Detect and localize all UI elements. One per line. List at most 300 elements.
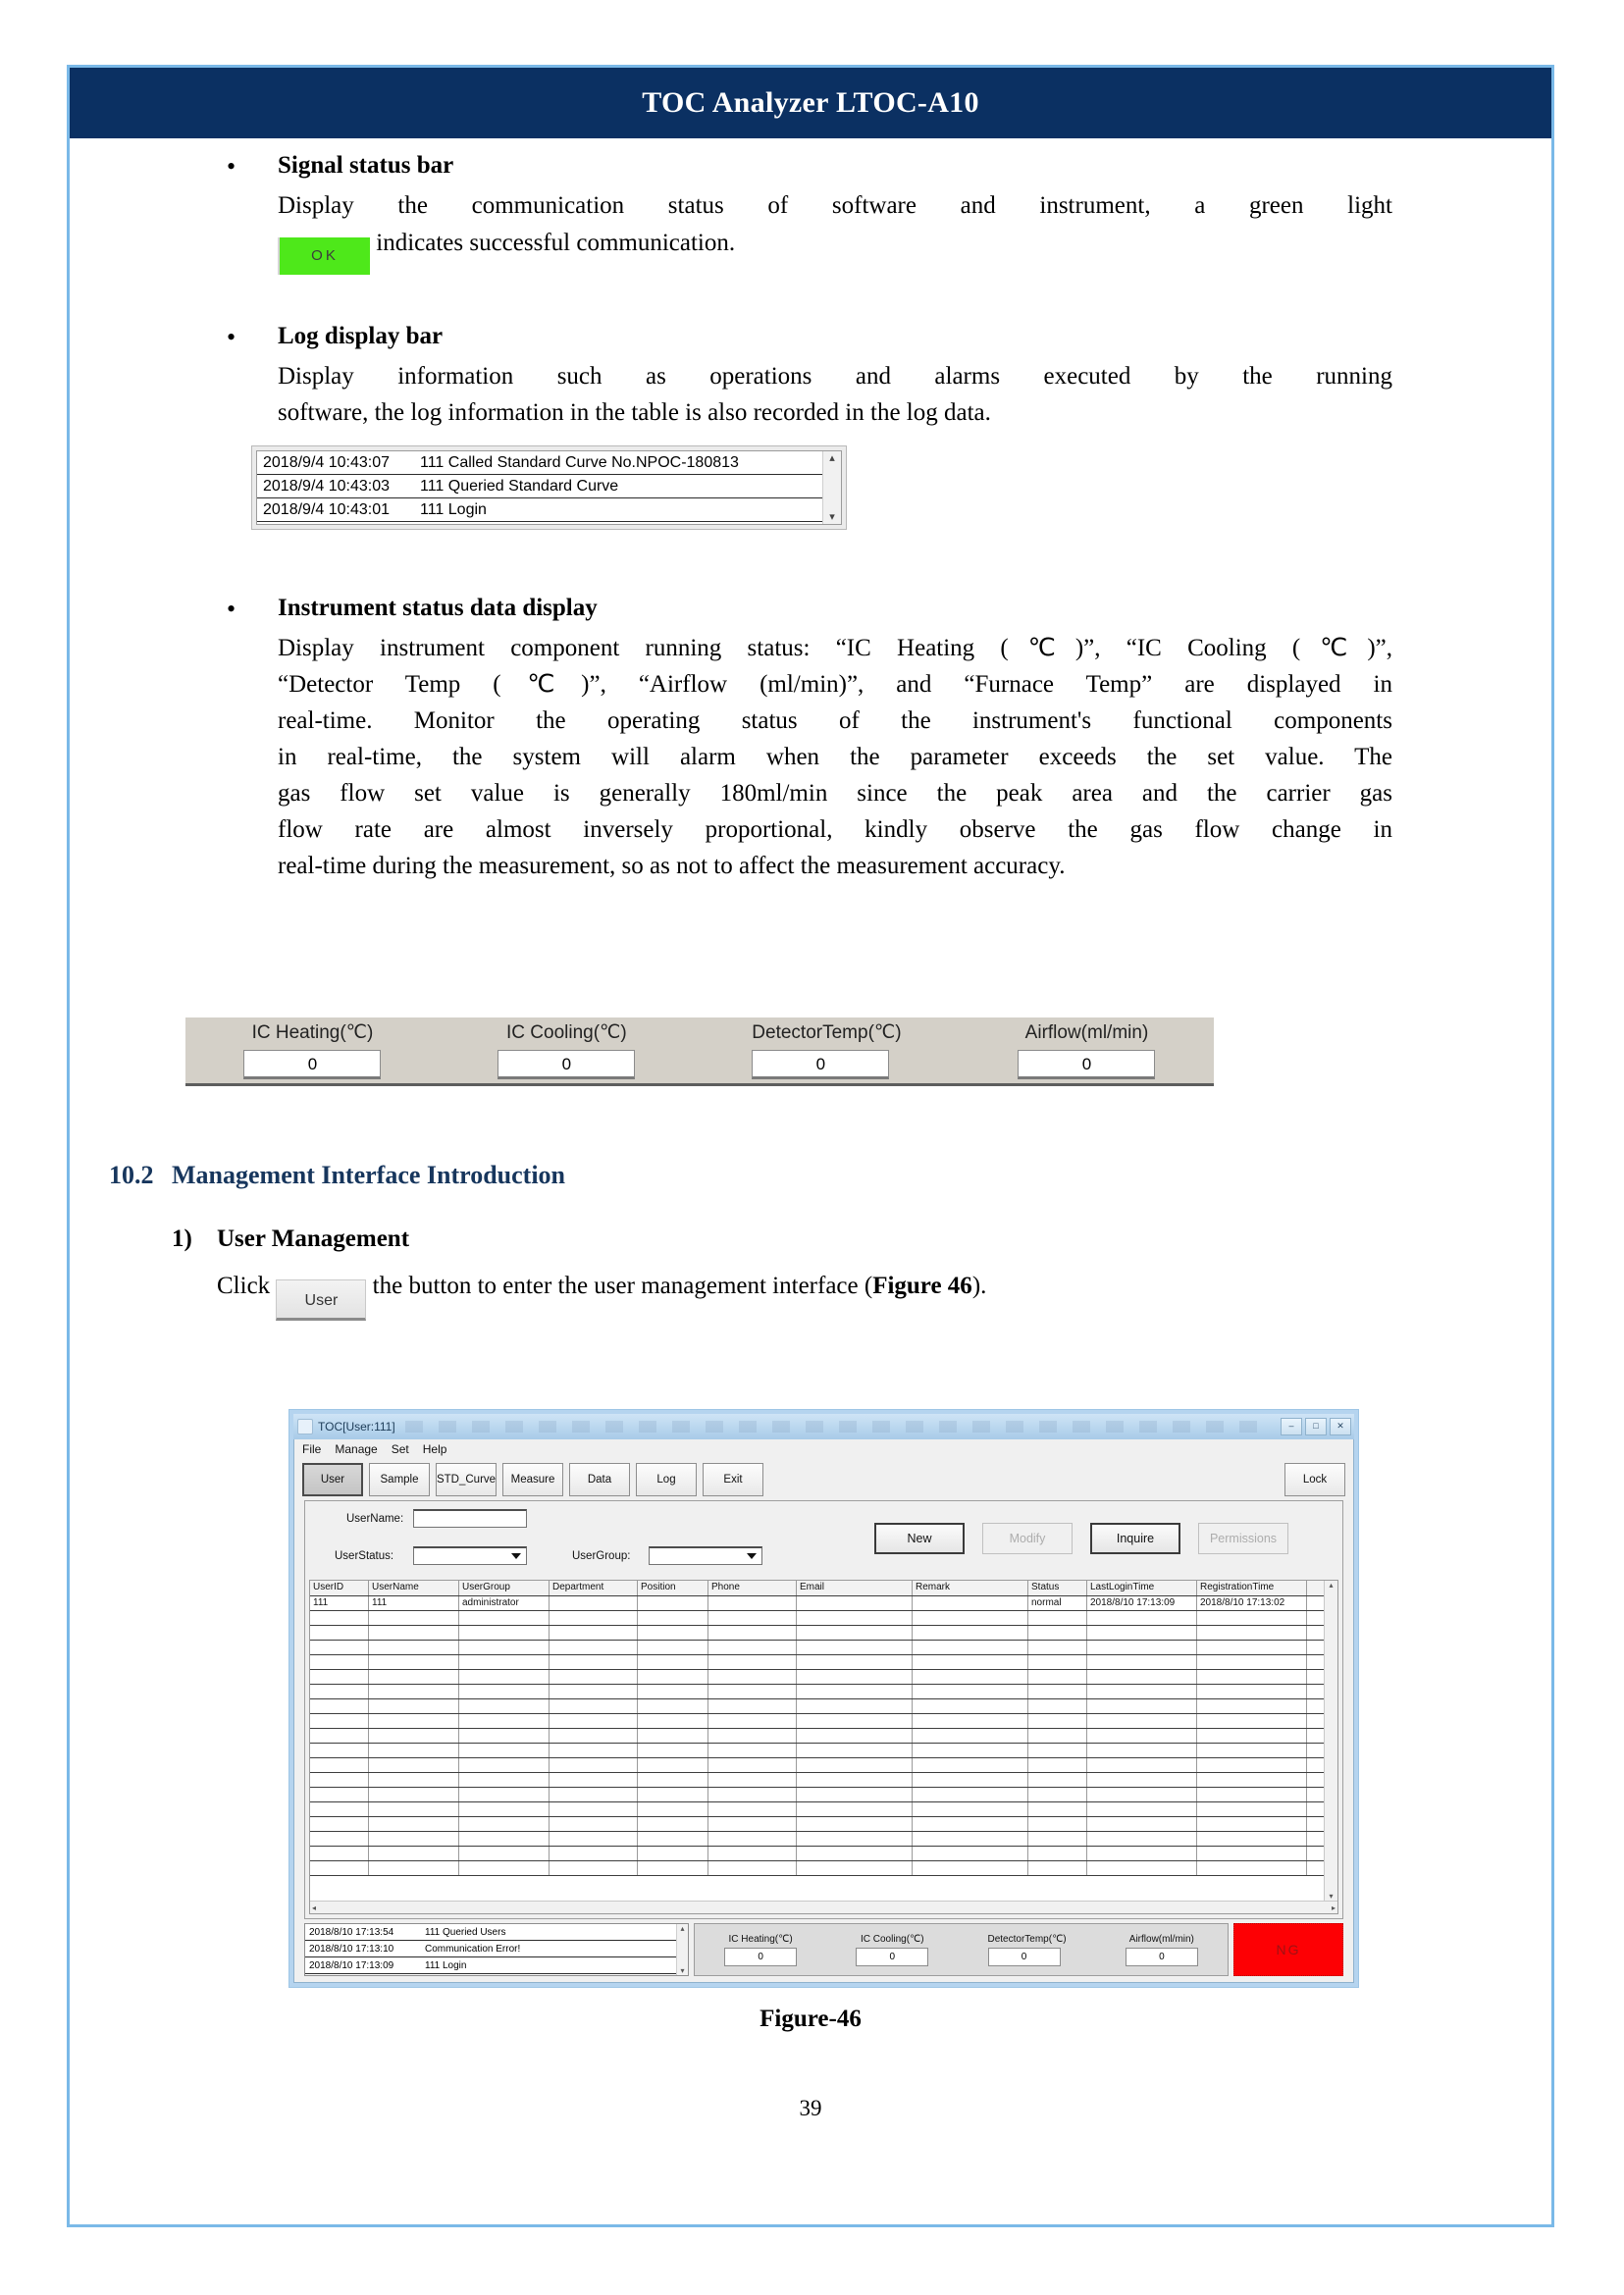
grid-cell (459, 1832, 550, 1846)
grid-cell (459, 1626, 550, 1640)
instrument-status-field (498, 1021, 635, 1079)
grid-cell (369, 1626, 459, 1640)
grid-cell (913, 1832, 1028, 1846)
log-widget-rows[interactable] (257, 451, 822, 524)
instrument-status-label: Airflow(ml/min) (1024, 1021, 1149, 1043)
grid-cell (913, 1744, 1028, 1757)
instrument-status-field (243, 1021, 381, 1079)
grid-empty-row[interactable] (310, 1670, 1324, 1685)
scroll-down-icon[interactable]: ▾ (829, 511, 835, 523)
grid-cell (1087, 1788, 1197, 1801)
grid-cell (310, 1832, 369, 1846)
grid-cell (369, 1729, 459, 1743)
grid-cell (550, 1788, 638, 1801)
grid-cell (459, 1699, 550, 1713)
grid-cell (1087, 1626, 1197, 1640)
grid-cell (550, 1758, 638, 1772)
bottom-log-timestamp: 2018/8/10 17:13:10 (309, 1943, 394, 1955)
grid-cell (550, 1699, 638, 1713)
grid-cell (310, 1861, 369, 1875)
grid-cell (913, 1626, 1028, 1640)
bottom-log-row[interactable] (305, 1924, 676, 1941)
grid-cell (550, 1655, 638, 1669)
grid-cell (1197, 1670, 1307, 1684)
grid-empty-row[interactable] (310, 1655, 1324, 1670)
grid-cell (913, 1611, 1028, 1625)
scroll-up-icon[interactable]: ▴ (680, 1924, 685, 1933)
grid-cell (708, 1744, 797, 1757)
grid-cell (369, 1832, 459, 1846)
grid-cell (913, 1802, 1028, 1816)
toolbar-button-lock[interactable]: Lock (1284, 1463, 1345, 1496)
grid-empty-row[interactable] (310, 1773, 1324, 1788)
signal-status-paragraph-line2 (278, 225, 1392, 275)
grid-cell (1028, 1832, 1087, 1846)
bottom-log-scrollbar[interactable] (676, 1924, 688, 1975)
menu-bar[interactable] (294, 1439, 1353, 1459)
grid-cell (1087, 1832, 1197, 1846)
grid-cell (913, 1670, 1028, 1684)
grid-cell (1087, 1744, 1197, 1757)
grid-cell (459, 1788, 550, 1801)
grid-cell (459, 1641, 550, 1654)
grid-empty-row[interactable] (310, 1611, 1324, 1626)
grid-cell (550, 1744, 638, 1757)
grid-header-row (310, 1581, 1324, 1596)
bottom-stat-field (856, 1934, 928, 1966)
grid-cell (310, 1847, 369, 1860)
section-title-10-2: Management Interface Introduction (172, 1161, 566, 1189)
grid-cell (550, 1670, 638, 1684)
log-widget-inner (256, 450, 842, 525)
grid-cell (638, 1714, 708, 1728)
grid-cell (1028, 1626, 1087, 1640)
log-widget-row[interactable] (257, 475, 822, 498)
grid-data-row[interactable] (310, 1596, 1324, 1611)
toolbar[interactable] (294, 1459, 1353, 1500)
userstatus-label: UserStatus: (335, 1550, 394, 1562)
grid-empty-row[interactable] (310, 1699, 1324, 1714)
grid-empty-row[interactable] (310, 1788, 1324, 1802)
grid-column-header[interactable]: Department (550, 1581, 638, 1595)
instrument-status-panel (185, 1017, 1214, 1086)
grid-cell (550, 1714, 638, 1728)
grid-cell (1197, 1699, 1307, 1713)
grid-cell (310, 1655, 369, 1669)
bottom-stat-value: 0 (988, 1948, 1061, 1966)
username-input[interactable] (413, 1509, 527, 1528)
grid-cell (913, 1655, 1028, 1669)
bottom-log-row[interactable] (305, 1941, 676, 1957)
grid-cell (550, 1847, 638, 1860)
bottom-log-timestamp: 2018/8/10 17:13:09 (309, 1959, 394, 1971)
grid-cell (459, 1714, 550, 1728)
grid-empty-row[interactable] (310, 1714, 1324, 1729)
grid-cell (550, 1861, 638, 1875)
grid-cell (310, 1626, 369, 1640)
grid-cell (369, 1773, 459, 1787)
scroll-right-icon[interactable]: ▸ (1331, 1903, 1336, 1912)
toolbar-button-data[interactable]: Data (569, 1463, 630, 1496)
grid-cell (459, 1861, 550, 1875)
grid-cell (638, 1744, 708, 1757)
log-display-widget (251, 445, 847, 530)
grid-cell (1197, 1802, 1307, 1816)
grid-cell (797, 1773, 913, 1787)
grid-cell (708, 1729, 797, 1743)
grid-cell (1087, 1758, 1197, 1772)
grid-cell (913, 1758, 1028, 1772)
grid-cell (1197, 1729, 1307, 1743)
grid-cell (708, 1626, 797, 1640)
grid-cell (459, 1670, 550, 1684)
grid-cell (459, 1685, 550, 1698)
grid-cell (550, 1596, 638, 1610)
instrument-status-value: 0 (243, 1050, 381, 1079)
grid-cell (638, 1685, 708, 1698)
grid-column-header[interactable]: Phone (708, 1581, 797, 1595)
click-prefix-text: Click (217, 1273, 271, 1299)
toolbar-button-sample[interactable]: Sample (369, 1463, 430, 1496)
grid-cell (708, 1685, 797, 1698)
grid-cell (638, 1729, 708, 1743)
bottom-log-message: 111 Login (425, 1959, 467, 1971)
instrument-status-value: 0 (498, 1050, 635, 1079)
bottom-log-message: 111 Queried Users (425, 1926, 506, 1938)
toolbar-button-user[interactable]: User (302, 1463, 363, 1496)
grid-cell (369, 1788, 459, 1801)
grid-column-header[interactable]: Status (1028, 1581, 1087, 1595)
grid-cell: normal (1028, 1596, 1087, 1610)
grid-cell (638, 1861, 708, 1875)
grid-column-header[interactable]: Email (797, 1581, 913, 1595)
grid-empty-row[interactable] (310, 1729, 1324, 1744)
figure-caption: Figure-46 (760, 2006, 862, 2032)
grid-cell (369, 1699, 459, 1713)
log-display-paragraph-line1: Display information such as operations and alarms executed by the running (278, 363, 1392, 390)
grid-cell (1197, 1773, 1307, 1787)
grid-cell (913, 1596, 1028, 1610)
grid-cell (459, 1729, 550, 1743)
bottom-stat-label: DetectorTemp(℃) (987, 1933, 1067, 1945)
form-button-new[interactable]: New (874, 1523, 965, 1554)
grid-cell (550, 1729, 638, 1743)
grid-cell (797, 1626, 913, 1640)
click-suffix-text-b: ). (971, 1273, 987, 1299)
grid-cell (310, 1685, 369, 1698)
grid-cell (1197, 1641, 1307, 1654)
grid-cell (459, 1773, 550, 1787)
figure-reference: Figure 46 (872, 1273, 972, 1299)
log-widget-scrollbar[interactable] (822, 451, 841, 524)
menu-item-file[interactable]: File (302, 1442, 322, 1456)
grid-cell (638, 1641, 708, 1654)
grid-cell (1028, 1655, 1087, 1669)
form-button-inquire[interactable]: Inquire (1090, 1523, 1180, 1554)
app-icon (297, 1419, 313, 1434)
grid-cell (797, 1758, 913, 1772)
grid-cell (797, 1832, 913, 1846)
grid-cell (797, 1817, 913, 1831)
grid-cell (797, 1788, 913, 1801)
grid-empty-row[interactable] (310, 1744, 1324, 1758)
grid-cell (1197, 1847, 1307, 1860)
scroll-up-icon[interactable]: ▴ (1329, 1581, 1334, 1590)
log-message: 111 Called Standard Curve No.NPOC-180813 (420, 453, 739, 471)
grid-cell (369, 1847, 459, 1860)
grid-cell (708, 1611, 797, 1625)
document-title: TOC Analyzer LTOC-A10 (642, 86, 979, 119)
grid-cell (1087, 1861, 1197, 1875)
grid-vertical-scrollbar[interactable] (1324, 1581, 1337, 1901)
grid-column-header[interactable]: UserGroup (459, 1581, 550, 1595)
grid-cell (1028, 1847, 1087, 1860)
grid-empty-row[interactable] (310, 1685, 1324, 1699)
instrument-line-4: in real-time, the system will alarm when the parameter exceeds the set value. The (278, 744, 1392, 770)
grid-empty-row[interactable] (310, 1817, 1324, 1832)
grid-cell (369, 1655, 459, 1669)
grid-cell (459, 1744, 550, 1757)
grid-cell (797, 1714, 913, 1728)
grid-cell (1087, 1729, 1197, 1743)
grid-column-header[interactable]: Position (638, 1581, 708, 1595)
grid-cell (459, 1611, 550, 1625)
grid-cell (708, 1670, 797, 1684)
grid-cell (797, 1729, 913, 1743)
form-button-modify: Modify (982, 1523, 1073, 1554)
grid-cell (913, 1773, 1028, 1787)
grid-column-header[interactable]: Remark (913, 1581, 1028, 1595)
log-timestamp: 2018/9/4 10:43:01 (263, 500, 391, 518)
menu-item-manage[interactable]: Manage (335, 1442, 378, 1456)
grid-cell (913, 1861, 1028, 1875)
maximize-button[interactable]: □ (1305, 1418, 1327, 1435)
instrument-status-label: DetectorTemp(℃) (752, 1022, 902, 1043)
grid-cell (638, 1626, 708, 1640)
grid-cell (1197, 1714, 1307, 1728)
grid-cell (369, 1861, 459, 1875)
instrument-status-label: IC Heating(℃) (251, 1022, 374, 1043)
grid-cell (1087, 1611, 1197, 1625)
chevron-down-icon (511, 1553, 521, 1559)
grid-cell (1087, 1641, 1197, 1654)
click-suffix-text-a: the button to enter the user management interface ( (372, 1273, 873, 1299)
grid-cell (1087, 1670, 1197, 1684)
window-control-buttons[interactable] (1281, 1418, 1351, 1435)
grid-cell (638, 1847, 708, 1860)
list-title-user-management: User Management (217, 1226, 410, 1252)
grid-cell (459, 1802, 550, 1816)
grid-horizontal-scrollbar[interactable] (310, 1901, 1337, 1913)
instrument-line-3: real-time. Monitor the operating status of the instrument's functional components (278, 707, 1392, 734)
bottom-stat-field (1126, 1934, 1198, 1966)
scroll-down-icon[interactable]: ▾ (680, 1966, 685, 1975)
bottom-stat-field (724, 1934, 797, 1966)
toolbar-button-log[interactable]: Log (636, 1463, 697, 1496)
user-management-instruction (217, 1268, 1277, 1321)
grid-cell (1028, 1744, 1087, 1757)
instrument-status-field (1018, 1022, 1155, 1079)
log-widget-row[interactable] (257, 451, 822, 475)
grid-cell (1197, 1626, 1307, 1640)
grid-cell (708, 1773, 797, 1787)
grid-column-header[interactable]: UserID (310, 1581, 369, 1595)
grid-cell (1197, 1611, 1307, 1625)
grid-cell (1028, 1817, 1087, 1831)
log-display-heading: Log display bar (278, 323, 444, 349)
grid-cell (459, 1758, 550, 1772)
grid-cell (797, 1596, 913, 1610)
user-management-panel (304, 1500, 1343, 1919)
close-button[interactable]: ✕ (1330, 1418, 1351, 1435)
grid-cell (913, 1685, 1028, 1698)
page-content (70, 138, 1551, 2224)
grid-cell (459, 1655, 550, 1669)
grid-empty-row[interactable] (310, 1641, 1324, 1655)
signal-status-heading: Signal status bar (278, 152, 454, 179)
scroll-up-icon[interactable]: ▴ (829, 452, 835, 464)
instrument-status-field (752, 1021, 901, 1079)
scroll-left-icon[interactable]: ◂ (312, 1903, 317, 1912)
grid-cell (550, 1773, 638, 1787)
application-body (293, 1439, 1354, 1983)
grid-cell (550, 1641, 638, 1654)
grid-cell (638, 1788, 708, 1801)
grid-cell (459, 1817, 550, 1831)
grid-cell (708, 1714, 797, 1728)
usergroup-label: UserGroup: (572, 1550, 631, 1562)
grid-cell (369, 1744, 459, 1757)
grid-cell (310, 1670, 369, 1684)
grid-cell (1197, 1861, 1307, 1875)
log-message: 111 Login (420, 500, 487, 518)
page-number: 39 (799, 2096, 822, 2120)
grid-cell (310, 1817, 369, 1831)
toolbar-button-measure[interactable]: Measure (502, 1463, 563, 1496)
grid-cell (797, 1861, 913, 1875)
grid-cell (708, 1655, 797, 1669)
scroll-down-icon[interactable]: ▾ (1329, 1892, 1334, 1901)
grid-empty-row[interactable] (310, 1832, 1324, 1847)
grid-cell (1028, 1685, 1087, 1698)
grid-cell (1028, 1699, 1087, 1713)
grid-cell (913, 1847, 1028, 1860)
title-bar-blur-artifact (405, 1421, 1271, 1433)
grid-cell (550, 1802, 638, 1816)
grid-cell (369, 1817, 459, 1831)
signal-status-paragraph-line1: Display the communication status of software and instrument, a green light (278, 192, 1392, 219)
grid-cell (1028, 1714, 1087, 1728)
grid-column-header[interactable]: RegistrationTime (1197, 1581, 1307, 1595)
status-indicator-badge: NG (1233, 1923, 1343, 1976)
grid-cell (369, 1758, 459, 1772)
grid-scroll-area (310, 1581, 1337, 1901)
grid-cell (797, 1611, 913, 1625)
grid-cell (797, 1641, 913, 1654)
menu-item-help[interactable]: Help (422, 1442, 447, 1456)
grid-empty-row[interactable] (310, 1861, 1324, 1876)
grid-cell (1197, 1758, 1307, 1772)
bullet-icon: • (227, 595, 236, 623)
bottom-log-list[interactable] (304, 1923, 689, 1976)
grid-cell: administrator (459, 1596, 550, 1610)
grid-cell (1028, 1758, 1087, 1772)
grid-cell (310, 1611, 369, 1625)
usergroup-select[interactable] (649, 1546, 762, 1565)
grid-cell: 111 (310, 1596, 369, 1610)
log-widget-empty-row (257, 522, 822, 546)
grid-cell (797, 1670, 913, 1684)
grid-empty-row[interactable] (310, 1847, 1324, 1861)
userstatus-select[interactable] (413, 1546, 527, 1565)
grid-cell (1028, 1773, 1087, 1787)
menu-item-set[interactable]: Set (391, 1442, 409, 1456)
grid-cell (369, 1641, 459, 1654)
minimize-button[interactable]: – (1281, 1418, 1302, 1435)
grid-cell (1087, 1685, 1197, 1698)
grid-cell (1087, 1655, 1197, 1669)
grid-empty-row[interactable] (310, 1802, 1324, 1817)
bottom-log-message: Communication Error! (425, 1943, 521, 1955)
instrument-line-6: flow rate are almost inversely proportional, kindly observe the gas flow change in (278, 816, 1392, 843)
grid-cell (310, 1714, 369, 1728)
grid-cell (310, 1802, 369, 1816)
grid-body[interactable] (310, 1581, 1324, 1901)
grid-cell (638, 1832, 708, 1846)
log-timestamp: 2018/9/4 10:43:03 (263, 477, 391, 495)
user-search-form (305, 1501, 1342, 1580)
bottom-log-rows[interactable] (305, 1924, 676, 1975)
bottom-status-strip (294, 1919, 1353, 1982)
grid-cell (708, 1817, 797, 1831)
window-title-bar (293, 1414, 1354, 1439)
grid-cell (369, 1714, 459, 1728)
grid-column-header[interactable]: UserName (369, 1581, 459, 1595)
grid-cell (1197, 1788, 1307, 1801)
grid-cell (369, 1685, 459, 1698)
bottom-stat-value: 0 (1126, 1948, 1198, 1966)
grid-cell (1028, 1861, 1087, 1875)
grid-empty-row[interactable] (310, 1626, 1324, 1641)
toolbar-button-std-curve[interactable]: STD_Curve (436, 1463, 497, 1496)
grid-empty-row[interactable] (310, 1758, 1324, 1773)
grid-cell (638, 1699, 708, 1713)
grid-cell (913, 1699, 1028, 1713)
grid-cell (310, 1699, 369, 1713)
grid-cell (913, 1714, 1028, 1728)
grid-column-header[interactable]: LastLoginTime (1087, 1581, 1197, 1595)
users-data-grid (309, 1580, 1338, 1914)
instrument-status-heading: Instrument status data display (278, 595, 598, 621)
grid-cell (638, 1802, 708, 1816)
instrument-status-label: IC Cooling(℃) (506, 1022, 627, 1043)
grid-cell (369, 1611, 459, 1625)
bottom-stat-label: IC Heating(℃) (728, 1933, 793, 1945)
grid-cell (708, 1861, 797, 1875)
log-widget-row[interactable] (257, 498, 822, 522)
toolbar-button-exit[interactable]: Exit (703, 1463, 763, 1496)
grid-cell (1028, 1802, 1087, 1816)
bottom-log-row[interactable] (305, 1957, 676, 1974)
username-label: UserName: (346, 1513, 404, 1525)
grid-cell (913, 1788, 1028, 1801)
window-title: TOC[User:111] (318, 1420, 395, 1434)
bottom-stat-value: 0 (724, 1948, 797, 1966)
grid-cell (638, 1655, 708, 1669)
grid-cell (708, 1596, 797, 1610)
grid-cell (708, 1802, 797, 1816)
signal-status-text-after: indicates successful communication. (376, 230, 736, 256)
